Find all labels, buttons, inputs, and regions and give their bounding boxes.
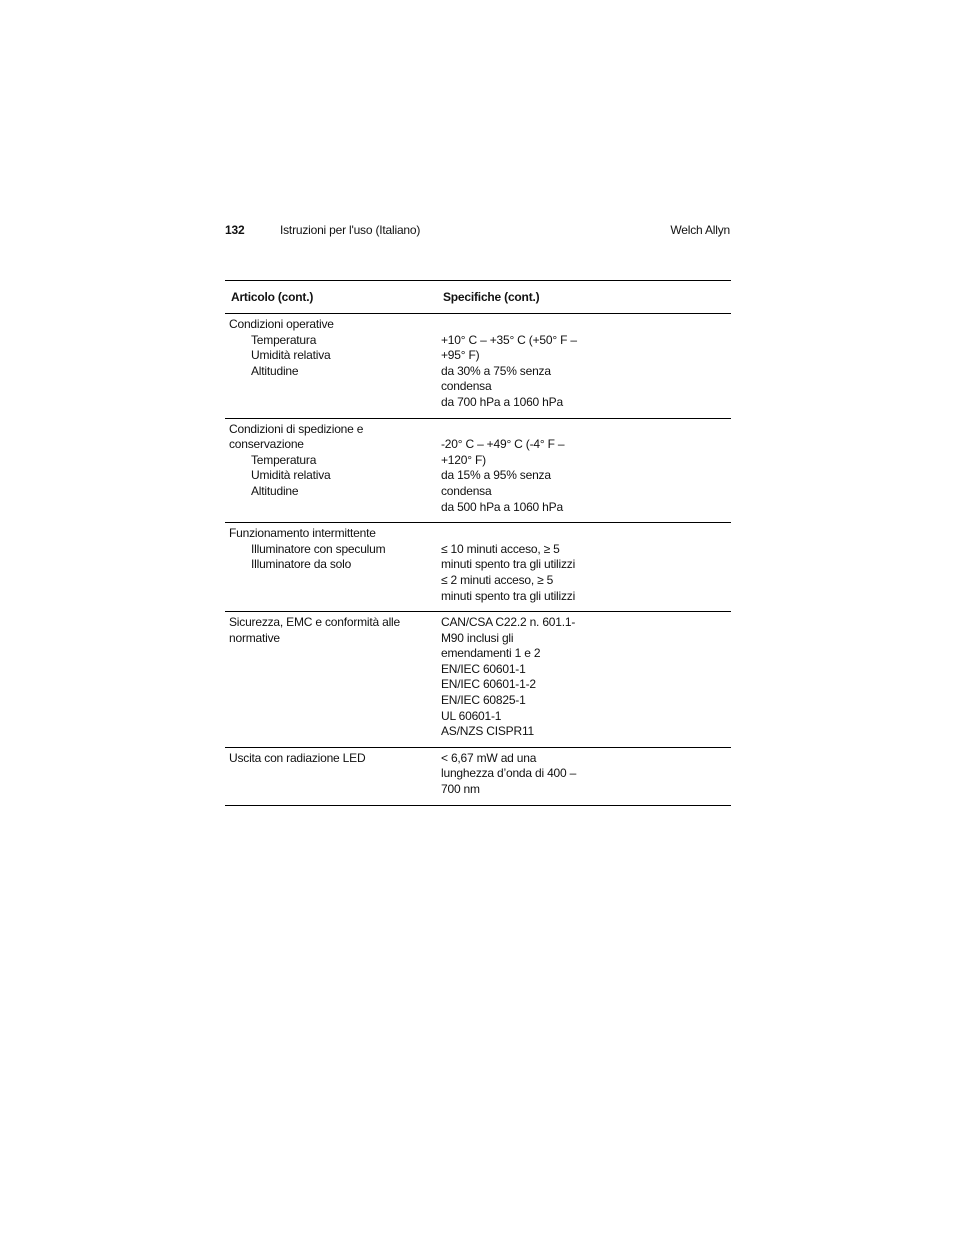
item-subtitle: Illuminatore da solo (251, 557, 352, 572)
spec-line: -20° C – +49° C (-4° F – (441, 437, 565, 452)
spec-line: EN/IEC 60601-1 (441, 661, 526, 676)
item-title: Condizioni di spedizione e (229, 421, 364, 436)
item-title: Uscita con radiazione LED (229, 750, 366, 765)
spec-lines (441, 422, 591, 516)
spec-lines (441, 751, 591, 798)
item-title: conservazione (229, 437, 304, 452)
spec-line: condensa (441, 483, 492, 498)
item-title: Sicurezza, EMC e conformità alle (229, 615, 400, 630)
spec-line: +10° C – +35° C (+50° F – (441, 332, 577, 347)
table-row (225, 419, 731, 524)
item-subtitle: Temperatura (251, 452, 317, 467)
spec-line: ≤ 2 minuti acceso, ≥ 5 (441, 572, 554, 587)
spec-line: EN/IEC 60825-1 (441, 693, 526, 708)
spec-cell (441, 526, 731, 604)
item-cell (225, 526, 441, 604)
spec-line (441, 422, 591, 438)
spec-cell (441, 615, 731, 740)
item-cell (225, 422, 441, 516)
table-header (225, 281, 731, 314)
specifications-table (225, 280, 731, 806)
spec-line (441, 526, 591, 542)
spec-line: emendamenti 1 e 2 (441, 646, 541, 661)
spec-lines (441, 317, 591, 411)
spec-line: ≤ 10 minuti acceso, ≥ 5 (441, 541, 560, 556)
spec-line: da 700 hPa a 1060 hPa (441, 394, 563, 409)
item-subtitle: Temperatura (251, 332, 317, 347)
spec-line: EN/IEC 60601-1-2 (441, 677, 536, 692)
page-number: 132 (225, 223, 245, 237)
page-header (225, 221, 730, 239)
spec-line: minuti spento tra gli utilizzi (441, 588, 576, 603)
brand-name: Welch Allyn (670, 223, 730, 237)
item-subtitle: Illuminatore con speculum (251, 541, 386, 556)
item-subtitle: Umidità relativa (251, 468, 331, 483)
item-cell (225, 751, 441, 798)
spec-line: minuti spento tra gli utilizzi (441, 557, 576, 572)
spec-line: AS/NZS CISPR11 (441, 724, 535, 739)
item-cell (225, 615, 441, 740)
spec-line: CAN/CSA C22.2 n. 601.1- (441, 615, 576, 630)
item-subtitle: Altitudine (251, 483, 299, 498)
spec-line: lunghezza d’onda di 400 – (441, 766, 577, 781)
spec-line: +120° F) (441, 452, 486, 467)
spec-line: 700 nm (441, 782, 480, 797)
spec-line: da 15% a 95% senza (441, 468, 551, 483)
spec-line: da 30% a 75% senza (441, 363, 551, 378)
spec-line (441, 317, 591, 333)
table-row (225, 748, 731, 806)
spec-line: < 6,67 mW ad una (441, 750, 537, 765)
column-header-spec: Specifiche (cont.) (443, 290, 540, 304)
spec-line: UL 60601-1 (441, 708, 502, 723)
spec-cell (441, 317, 731, 411)
item-title: Funzionamento intermittente (229, 526, 376, 541)
item-subtitle: Umidità relativa (251, 348, 331, 363)
spec-line: da 500 hPa a 1060 hPa (441, 499, 563, 514)
item-title: normative (229, 630, 280, 645)
item-cell (225, 317, 441, 411)
table-row (225, 314, 731, 419)
table-row (225, 612, 731, 748)
spec-cell (441, 751, 731, 798)
spec-line: condensa (441, 379, 492, 394)
column-header-item: Articolo (cont.) (231, 290, 314, 304)
spec-lines (441, 615, 591, 740)
item-title: Condizioni operative (229, 317, 334, 331)
spec-line: M90 inclusi gli (441, 630, 514, 645)
spec-lines (441, 526, 591, 604)
spec-cell (441, 422, 731, 516)
document-title: Istruzioni per l'uso (Italiano) (280, 223, 421, 237)
table-body (225, 314, 731, 806)
table-row (225, 523, 731, 612)
item-subtitle: Altitudine (251, 363, 299, 378)
spec-line: +95° F) (441, 348, 480, 363)
